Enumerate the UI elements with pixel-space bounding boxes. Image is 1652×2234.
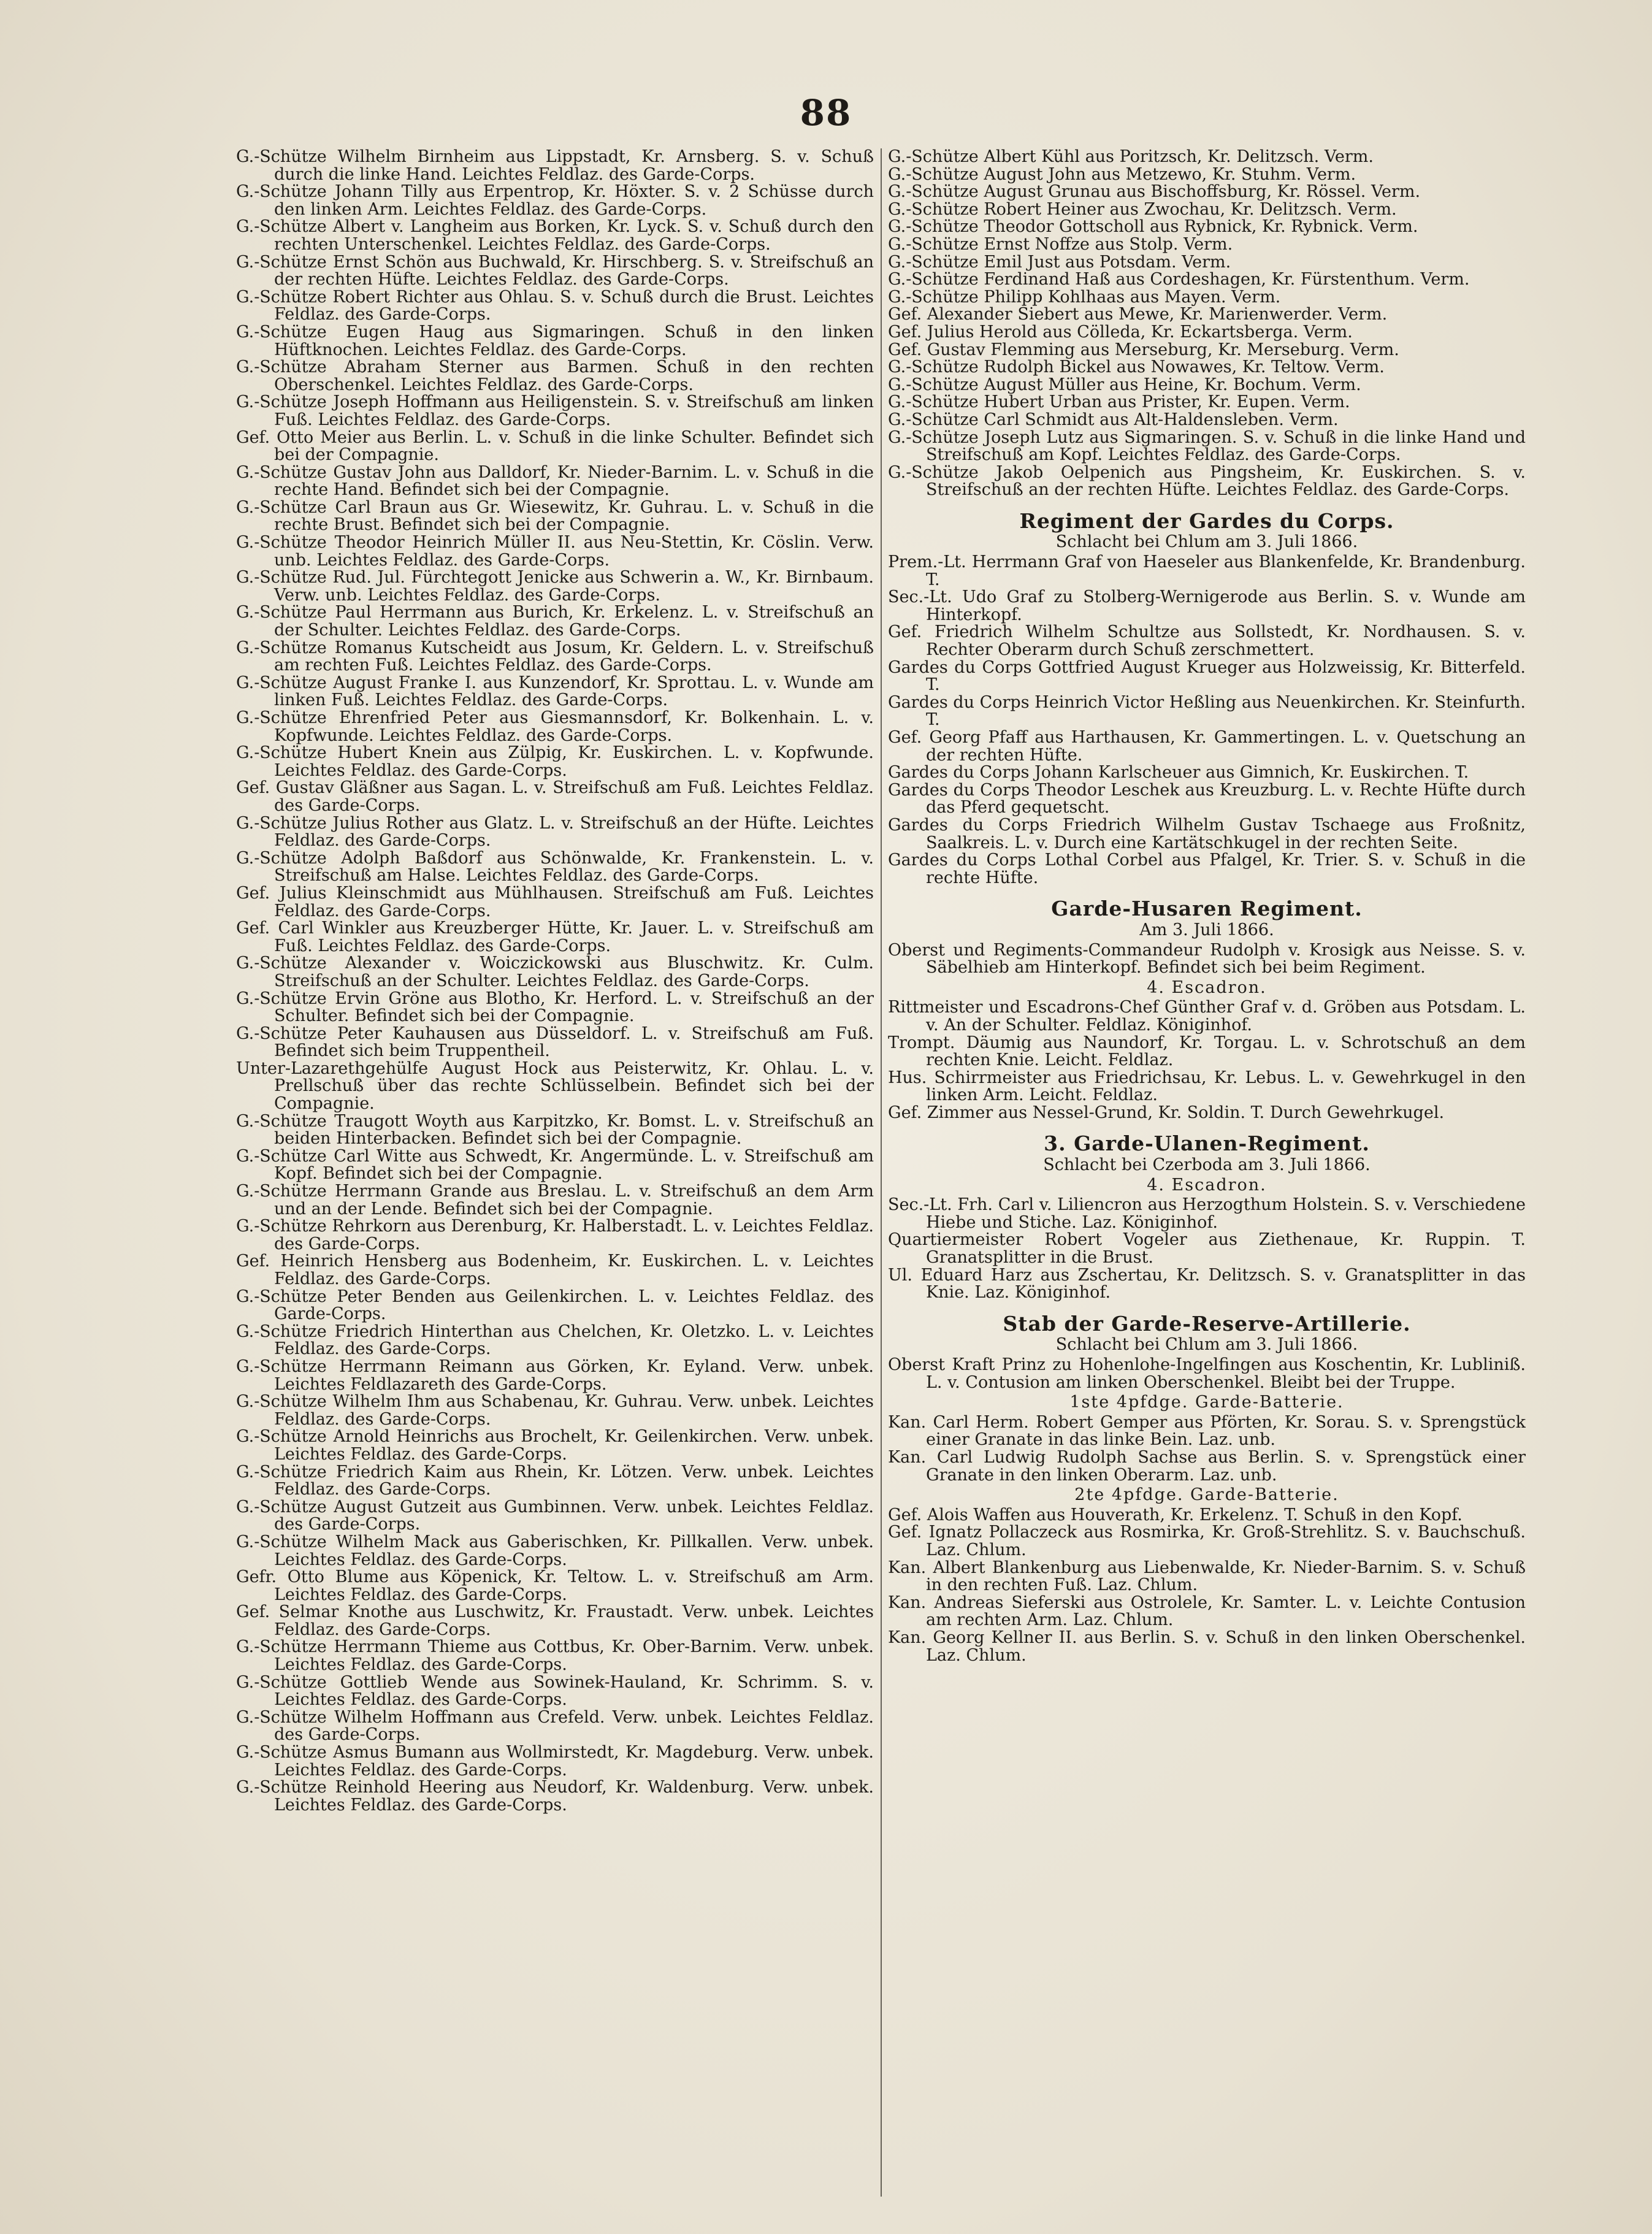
casualty-entry: Trompt. Däumig aus Naundorf, Kr. Torgau. L. v. Schrotschuß an dem rechten Knie. Leicht. Feldlaz. <box>888 1033 1526 1070</box>
casualty-entry: G.-Schütze Johann Tilly aus Erpentrop, Kr. Höxter. S. v. 2 Schüsse durch den linken Arm. Leichtes Feldlaz. des Garde-Corps. <box>236 182 874 219</box>
casualty-entry: G.-Schütze Paul Herrmann aus Burich, Kr. Erkelenz. L. v. Streifschuß an der Schulter. Leichtes Feldlaz. des Garde-Corps. <box>236 603 874 640</box>
casualty-entry: G.-Schütze Hubert Urban aus Prister, Kr. Eupen. Verm. <box>888 392 1350 412</box>
casualty-entry: Gef. Heinrich Hensberg aus Bodenheim, Kr. Euskirchen. L. v. Leichtes Feldlaz. des Garde-Corps. <box>236 1252 874 1288</box>
casualty-entry: G.-Schütze Friedrich Hinterthan aus Chelchen, Kr. Oletzko. L. v. Leichtes Feldlaz. des Garde-Corps. <box>236 1322 874 1359</box>
casualty-entry: G.-Schütze Reinhold Heering aus Neudorf, Kr. Waldenburg. Verw. unbek. Leichtes Feldlaz. des Garde-Corps. <box>236 1778 874 1815</box>
section-subtitle-garde-reserve-artillerie: Schlacht bei Chlum am 3. Juli 1866. <box>1055 1335 1358 1355</box>
casualty-entry: Sec.-Lt. Udo Graf zu Stolberg-Wernigerode aus Berlin. S. v. Wunde am Hinterkopf. <box>888 587 1526 624</box>
section-title-garde-husaren: Garde-Husaren Regiment. <box>1051 897 1363 921</box>
casualty-entry: G.-Schütze Joseph Hoffmann aus Heiligenstein. S. v. Streifschuß am linken Fuß. Leichtes Feldlaz. des Garde-Corps. <box>236 392 874 429</box>
right-column <box>888 148 1526 2209</box>
casualty-entry: Unter-Lazarethgehülfe August Hock aus Peisterwitz, Kr. Ohlau. L. v. Prellschuß über das rechte Schlüsselbein. Befindet sich bei der Compagnie. <box>236 1058 874 1114</box>
casualty-entry: Gef. Carl Winkler aus Kreuzberger Hütte, Kr. Jauer. L. v. Streifschuß am Fuß. Leichtes Feldlaz. des Garde-Corps. <box>236 919 874 955</box>
casualty-entry: G.-Schütze August Franke I. aus Kunzendorf, Kr. Sprottau. L. v. Wunde am linken Fuß. Leichtes Feldlaz. des Garde-Corps. <box>236 673 874 710</box>
casualty-entry: G.-Schütze Gottlieb Wende aus Sowinek-Hauland, Kr. Schrimm. S. v. Leichtes Feldlaz. des Garde-Corps. <box>236 1672 874 1710</box>
casualty-entry: G.-Schütze Robert Richter aus Ohlau. S. v. Schuß durch die Brust. Leichtes Feldlaz. des Garde-Corps. <box>236 287 874 324</box>
casualty-entry: Quartiermeister Robert Vogeler aus Ziethenaue, Kr. Ruppin. T. Granatsplitter in die Brust. <box>888 1230 1526 1268</box>
unit-heading-ulanen-4-escadron: 4. Escadron. <box>1147 1175 1267 1195</box>
casualty-entry: G.-Schütze Herrmann Thieme aus Cottbus, Kr. Ober-Barnim. Verw. unbek. Leichtes Feldlaz. des Garde-Corps. <box>236 1637 874 1675</box>
casualty-entry: G.-Schütze Jakob Oelpenich aus Pingsheim, Kr. Euskirchen. S. v. Streifschuß an der rechten Hüfte. Leichtes Feldlaz. des Garde-Corps. <box>888 462 1526 500</box>
casualty-entry: G.-Schütze Herrmann Grande aus Breslau. L. v. Streifschuß an dem Arm und an der Lende. Befindet sich bei der Compagnie. <box>236 1182 874 1218</box>
casualty-entry: G.-Schütze Peter Benden aus Geilenkirchen. L. v. Leichtes Feldlaz. des Garde-Corps. <box>236 1287 874 1324</box>
casualty-entry: G.-Schütze Hubert Knein aus Zülpig, Kr. Euskirchen. L. v. Kopfwunde. Leichtes Feldlaz. des Garde-Corps. <box>236 743 874 780</box>
casualty-entry: G.-Schütze Theodor Heinrich Müller II. aus Neu-Stettin, Kr. Cöslin. Verw. unb. Leichtes Feldlaz. des Garde-Corps. <box>236 533 874 570</box>
casualty-entry: G.-Schütze August Müller aus Heine, Kr. Bochum. Verm. <box>888 375 1361 394</box>
casualty-entry: G.-Schütze Joseph Lutz aus Sigmaringen. S. v. Schuß in die linke Hand und Streifschuß am Kopf. Leichtes Feldlaz. des Garde-Corps. <box>888 427 1526 465</box>
casualty-entry: G.-Schütze Carl Braun aus Gr. Wiesewitz, Kr. Guhrau. L. v. Schuß in die rechte Brust. Befindet sich bei der Compagnie. <box>236 497 874 535</box>
section-title-garde-reserve-artillerie: Stab der Garde-Reserve-Artillerie. <box>1003 1311 1411 1336</box>
casualty-entry: Gef. Gustav Gläßner aus Sagan. L. v. Streifschuß am Fuß. Leichtes Feldlaz. des Garde-Corps. <box>236 778 874 815</box>
section-title-garde-ulanen: 3. Garde-Ulanen-Regiment. <box>1044 1131 1370 1156</box>
casualty-entry: Gef. Zimmer aus Nessel-Grund, Kr. Soldin. T. Durch Gewehrkugel. <box>888 1103 1445 1122</box>
casualty-entry: G.-Schütze Rehrkorn aus Derenburg, Kr. Halberstadt. L. v. Leichtes Feldlaz. des Garde-Corps. <box>236 1217 874 1253</box>
casualty-entry: Kan. Georg Kellner II. aus Berlin. S. v. Schuß in den linken Oberschenkel. Laz. Chlum. <box>888 1628 1526 1665</box>
casualty-entry: Gef. Friedrich Wilhelm Schultze aus Sollstedt, Kr. Nordhausen. S. v. Rechter Oberarm durch Schuß zerschmettert. <box>888 622 1526 660</box>
casualty-entry: G.-Schütze Albert v. Langheim aus Borken, Kr. Lyck. S. v. Schuß durch den rechten Unterschenkel. Leichtes Feldlaz. des Garde-Corps. <box>236 217 874 254</box>
casualty-entry: Gef. Alexander Siebert aus Mewe, Kr. Marienwerder. Verm. <box>888 305 1388 324</box>
casualty-entry: Gardes du Corps Gottfried August Krueger aus Holzweissig, Kr. Bitterfeld. T. <box>888 657 1526 695</box>
casualty-entry: Gef. Selmar Knothe aus Luschwitz, Kr. Fraustadt. Verw. unbek. Leichtes Feldlaz. des Garde-Corps. <box>236 1602 874 1639</box>
casualty-entry: Oberst Kraft Prinz zu Hohenlohe-Ingelfingen aus Koschentin, Kr. Lubliniß. L. v. Contusion am linken Oberschenkel. Bleibt bei der Truppe. <box>888 1355 1526 1392</box>
page-number: 88 <box>800 92 852 134</box>
casualty-entry: G.-Schütze Asmus Bumann aus Wollmirstedt, Kr. Magdeburg. Verw. unbek. Leichtes Feldlaz. des Garde-Corps. <box>236 1743 874 1780</box>
casualty-entry: Gardes du Corps Lothal Corbel aus Pfalgel, Kr. Trier. S. v. Schuß in die rechte Hüfte. <box>888 851 1526 887</box>
casualty-entry: G.-Schütze Arnold Heinrichs aus Brochelt, Kr. Geilenkirchen. Verw. unbek. Leichtes Feldlaz. des Garde-Corps. <box>236 1427 874 1464</box>
casualty-entry: Gef. Gustav Flemming aus Merseburg, Kr. Merseburg. Verm. <box>888 340 1399 359</box>
unit-heading-husaren-4-escadron: 4. Escadron. <box>1147 977 1267 997</box>
casualty-entry: Gardes du Corps Theodor Leschek aus Kreuzburg. L. v. Rechte Hüfte durch das Pferd gequetscht. <box>888 780 1526 817</box>
unit-heading-2te-batterie: 2te 4pfdge. Garde-Batterie. <box>1074 1485 1339 1505</box>
casualty-entry: G.-Schütze August Gutzeit aus Gumbinnen. Verw. unbek. Leichtes Feldlaz. des Garde-Corps. <box>236 1497 874 1534</box>
casualty-entry: Gef. Otto Meier aus Berlin. L. v. Schuß in die linke Schulter. Befindet sich bei der Compagnie. <box>236 427 874 465</box>
casualty-entry: G.-Schütze Wilhelm Hoffmann aus Crefeld. Verw. unbek. Leichtes Feldlaz. des Garde-Corps. <box>236 1707 874 1745</box>
casualty-entry: G.-Schütze Romanus Kutscheidt aus Josum, Kr. Geldern. L. v. Streifschuß am rechten Fuß. Leichtes Feldlaz. des Garde-Corps. <box>236 638 874 675</box>
casualty-entry: G.-Schütze Wilhelm Mack aus Gaberischken, Kr. Pillkallen. Verw. unbek. Leichtes Feldlaz. des Garde-Corps. <box>236 1532 874 1569</box>
casualty-entry: Gef. Julius Herold aus Cölleda, Kr. Eckartsberga. Verm. <box>888 322 1353 342</box>
casualty-entry: Ul. Eduard Harz aus Zschertau, Kr. Delitzsch. S. v. Granatsplitter in das Knie. Laz. Königinhof. <box>888 1265 1526 1303</box>
casualty-entry: G.-Schütze Julius Rother aus Glatz. L. v. Streifschuß an der Hüfte. Leichtes Feldlaz. des Garde-Corps. <box>236 813 874 851</box>
casualty-entry: G.-Schütze Gustav John aus Dalldorf, Kr. Nieder-Barnim. L. v. Schuß in die rechte Hand. Befindet sich bei der Compagnie. <box>236 462 874 500</box>
casualty-entry: G.-Schütze Adolph Baßdorf aus Schönwalde, Kr. Frankenstein. L. v. Streifschuß am Halse. Leichtes Feldlaz. des Garde-Corps. <box>236 848 874 886</box>
casualty-entry: Gefr. Otto Blume aus Köpenick, Kr. Teltow. L. v. Streifschuß am Arm. Leichtes Feldlaz. des Garde-Corps. <box>236 1567 874 1604</box>
casualty-entry: G.-Schütze Abraham Sterner aus Barmen. Schuß in den rechten Oberschenkel. Leichtes Feldlaz. des Garde-Corps. <box>236 358 874 394</box>
casualty-entry: G.-Schütze Wilhelm Ihm aus Schabenau, Kr. Guhrau. Verw. unbek. Leichtes Feldlaz. des Garde-Corps. <box>236 1392 874 1429</box>
casualty-entry: Kan. Carl Herm. Robert Gemper aus Pförten, Kr. Sorau. S. v. Sprengstück einer Granate in das linke Bein. Laz. unb. <box>888 1412 1526 1450</box>
casualty-entry: Oberst und Regiments-Commandeur Rudolph v. Krosigk aus Neisse. S. v. Säbelhieb am Hinterkopf. Befindet sich bei beim Regiment. <box>888 940 1526 977</box>
casualty-entry: G.-Schütze Carl Schmidt aus Alt-Haldensleben. Verm. <box>888 410 1339 429</box>
casualty-entry: G.-Schütze Rudolph Bickel aus Nowawes, Kr. Teltow. Verm. <box>888 358 1385 377</box>
casualty-entry: Gardes du Corps Heinrich Victor Heßling aus Neuenkirchen. Kr. Steinfurth. T. <box>888 692 1526 730</box>
casualty-entry: Kan. Albert Blankenburg aus Liebenwalde, Kr. Nieder-Barnim. S. v. Schuß in den rechten Fuß. Laz. Chlum. <box>888 1558 1526 1595</box>
casualty-entry: G.-Schütze Ehrenfried Peter aus Giesmannsdorf, Kr. Bolkenhain. L. v. Kopfwunde. Leichtes Feldlaz. des Garde-Corps. <box>236 708 874 745</box>
casualty-entry: Gardes du Corps Johann Karlscheuer aus Gimnich, Kr. Euskirchen. T. <box>888 763 1469 782</box>
casualty-entry: Gef. Ignatz Pollaczeck aus Rosmirka, Kr. Groß-Strehlitz. S. v. Bauchschuß. Laz. Chlum. <box>888 1523 1526 1559</box>
casualty-entry: G.-Schütze Ernst Noffze aus Stolp. Verm. <box>888 234 1233 254</box>
casualty-entry: G.-Schütze August John aus Metzewo, Kr. Stuhm. Verm. <box>888 164 1356 184</box>
casualty-entry: G.-Schütze Emil Just aus Potsdam. Verm. <box>888 252 1231 272</box>
casualty-entry: G.-Schütze Peter Kauhausen aus Düsseldorf. L. v. Streifschuß am Fuß. Befindet sich beim Truppentheil. <box>236 1023 874 1061</box>
section-subtitle-gardes-du-corps: Schlacht bei Chlum am 3. Juli 1866. <box>1055 532 1358 552</box>
casualty-entry: G.-Schütze August Grunau aus Bischoffsburg, Kr. Rössel. Verm. <box>888 182 1421 202</box>
casualty-entry: G.-Schütze Ferdinand Haß aus Cordeshagen, Kr. Fürstenthum. Verm. <box>888 270 1470 289</box>
casualty-entry: G.-Schütze Philipp Kohlhaas aus Mayen. Verm. <box>888 287 1281 307</box>
casualty-entry: Sec.-Lt. Frh. Carl v. Liliencron aus Herzogthum Holstein. S. v. Verschiedene Hiebe und Stiche. Laz. Königinhof. <box>888 1195 1526 1232</box>
casualty-entry: G.-Schütze Eugen Haug aus Sigmaringen. Schuß in den linken Hüftknochen. Leichtes Feldlaz. des Garde-Corps. <box>236 322 874 359</box>
section-subtitle-garde-husaren: Am 3. Juli 1866. <box>1139 920 1274 939</box>
casualty-entry: G.-Schütze Herrmann Reimann aus Görken, Kr. Eyland. Verw. unbek. Leichtes Feldlazareth des Garde-Corps. <box>236 1356 874 1394</box>
casualty-entry: Kan. Carl Ludwig Rudolph Sachse aus Berlin. S. v. Sprengstück einer Granate in den linken Oberarm. Laz. unb. <box>888 1447 1526 1485</box>
section-title-gardes-du-corps: Regiment der Gardes du Corps. <box>1019 508 1394 533</box>
casualty-entry: G.-Schütze Rud. Jul. Fürchtegott Jenicke aus Schwerin a. W., Kr. Birnbaum. Verw. unb. Leichtes Feldlaz. des Garde-Corps. <box>236 568 874 605</box>
casualty-entry: Hus. Schirrmeister aus Friedrichsau, Kr. Lebus. L. v. Gewehrkugel in den linken Arm. Leicht. Feldlaz. <box>888 1068 1526 1105</box>
casualty-entry: G.-Schütze Ernst Schön aus Buchwald, Kr. Hirschberg. S. v. Streifschuß an der rechten Hüfte. Leichtes Feldlaz. des Garde-Corps. <box>236 252 874 289</box>
casualty-entry: G.-Schütze Friedrich Kaim aus Rhein, Kr. Lötzen. Verw. unbek. Leichtes Feldlaz. des Garde-Corps. <box>236 1462 874 1499</box>
casualty-entry: Gef. Georg Pfaff aus Harthausen, Kr. Gammertingen. L. v. Quetschung an der rechten Hüfte. <box>888 728 1526 765</box>
left-column <box>236 148 874 2209</box>
casualty-entry: G.-Schütze Traugott Woyth aus Karpitzko, Kr. Bomst. L. v. Streifschuß an beiden Hinterbacken. Befindet sich bei der Compagnie. <box>236 1111 874 1149</box>
casualty-entry: G.-Schütze Wilhelm Birnheim aus Lippstadt, Kr. Arnsberg. S. v. Schuß durch die linke Hand. Leichtes Feldlaz. des Garde-Corps. <box>236 148 874 184</box>
casualty-entry: Prem.-Lt. Herrmann Graf von Haeseler aus Blankenfelde, Kr. Brandenburg. T. <box>888 553 1526 589</box>
casualty-entry: Gef. Julius Kleinschmidt aus Mühlhausen. Streifschuß am Fuß. Leichtes Feldlaz. des Garde-Corps. <box>236 883 874 920</box>
casualty-entry: Kan. Andreas Sieferski aus Ostrolele, Kr. Samter. L. v. Leichte Contusion am rechten Arm. Laz. Chlum. <box>888 1593 1526 1630</box>
casualty-entry: G.-Schütze Robert Heiner aus Zwochau, Kr. Delitzsch. Verm. <box>888 199 1397 219</box>
casualty-entry: G.-Schütze Ervin Gröne aus Blotho, Kr. Herford. L. v. Streifschuß an der Schulter. Befindet sich bei der Compagnie. <box>236 989 874 1026</box>
unit-heading-1ste-batterie: 1ste 4pfdge. Garde-Batterie. <box>1069 1393 1344 1412</box>
casualty-entry: G.-Schütze Theodor Gottscholl aus Rybnick, Kr. Rybnick. Verm. <box>888 217 1418 237</box>
casualty-entry: Gardes du Corps Friedrich Wilhelm Gustav Tschaege aus Froßnitz, Saalkreis. L. v. Durch eine Kartätschkugel in der rechten Seite. <box>888 815 1526 852</box>
column-divider <box>881 148 882 2197</box>
casualty-entry: Gef. Alois Waffen aus Houverath, Kr. Erkelenz. T. Schuß in den Kopf. <box>888 1505 1463 1524</box>
section-subtitle-garde-ulanen: Schlacht bei Czerboda am 3. Juli 1866. <box>1043 1155 1371 1175</box>
casualty-entry: G.-Schütze Albert Kühl aus Poritzsch, Kr. Delitzsch. Verm. <box>888 148 1374 166</box>
casualty-entry: G.-Schütze Alexander v. Woiczickowski aus Bluschwitz. Kr. Culm. Streifschuß an der Schulter. Leichtes Feldlaz. des Garde-Corps. <box>236 954 874 990</box>
casualty-entry: G.-Schütze Carl Witte aus Schwedt, Kr. Angermünde. L. v. Streifschuß am Kopf. Befindet sich bei der Compagnie. <box>236 1146 874 1184</box>
casualty-entry: Rittmeister und Escadrons-Chef Günther Graf v. d. Gröben aus Potsdam. L. v. An der Schulter. Feldlaz. Königinhof. <box>888 998 1526 1035</box>
